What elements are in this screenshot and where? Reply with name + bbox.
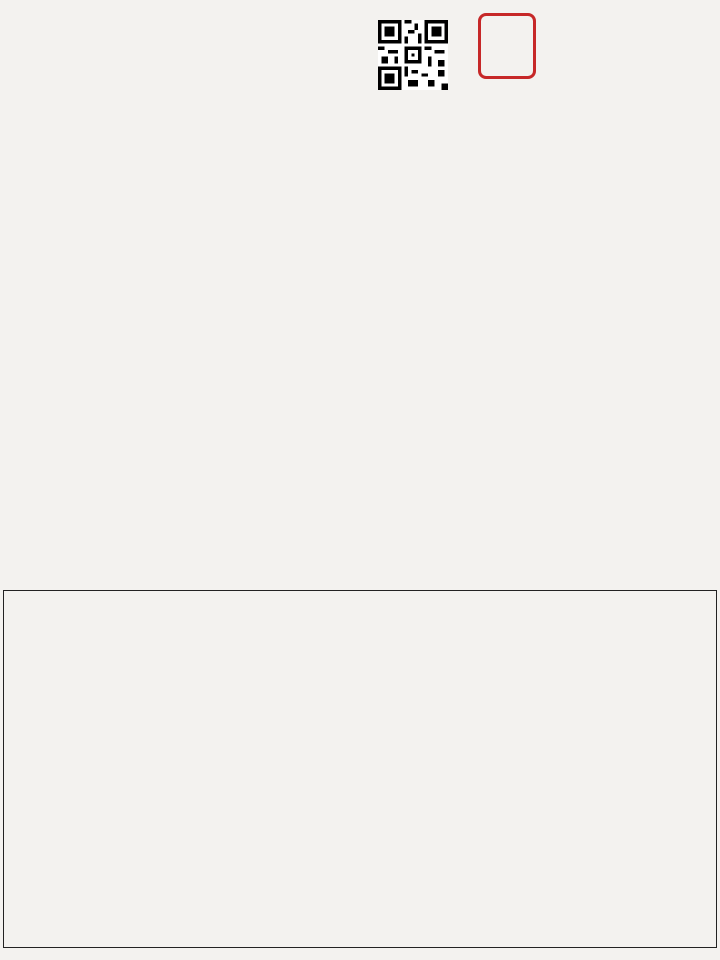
annual-table — [3, 590, 717, 948]
qr-code-icon — [378, 20, 448, 90]
seal-stamp — [478, 13, 536, 79]
header-info — [12, 10, 342, 25]
